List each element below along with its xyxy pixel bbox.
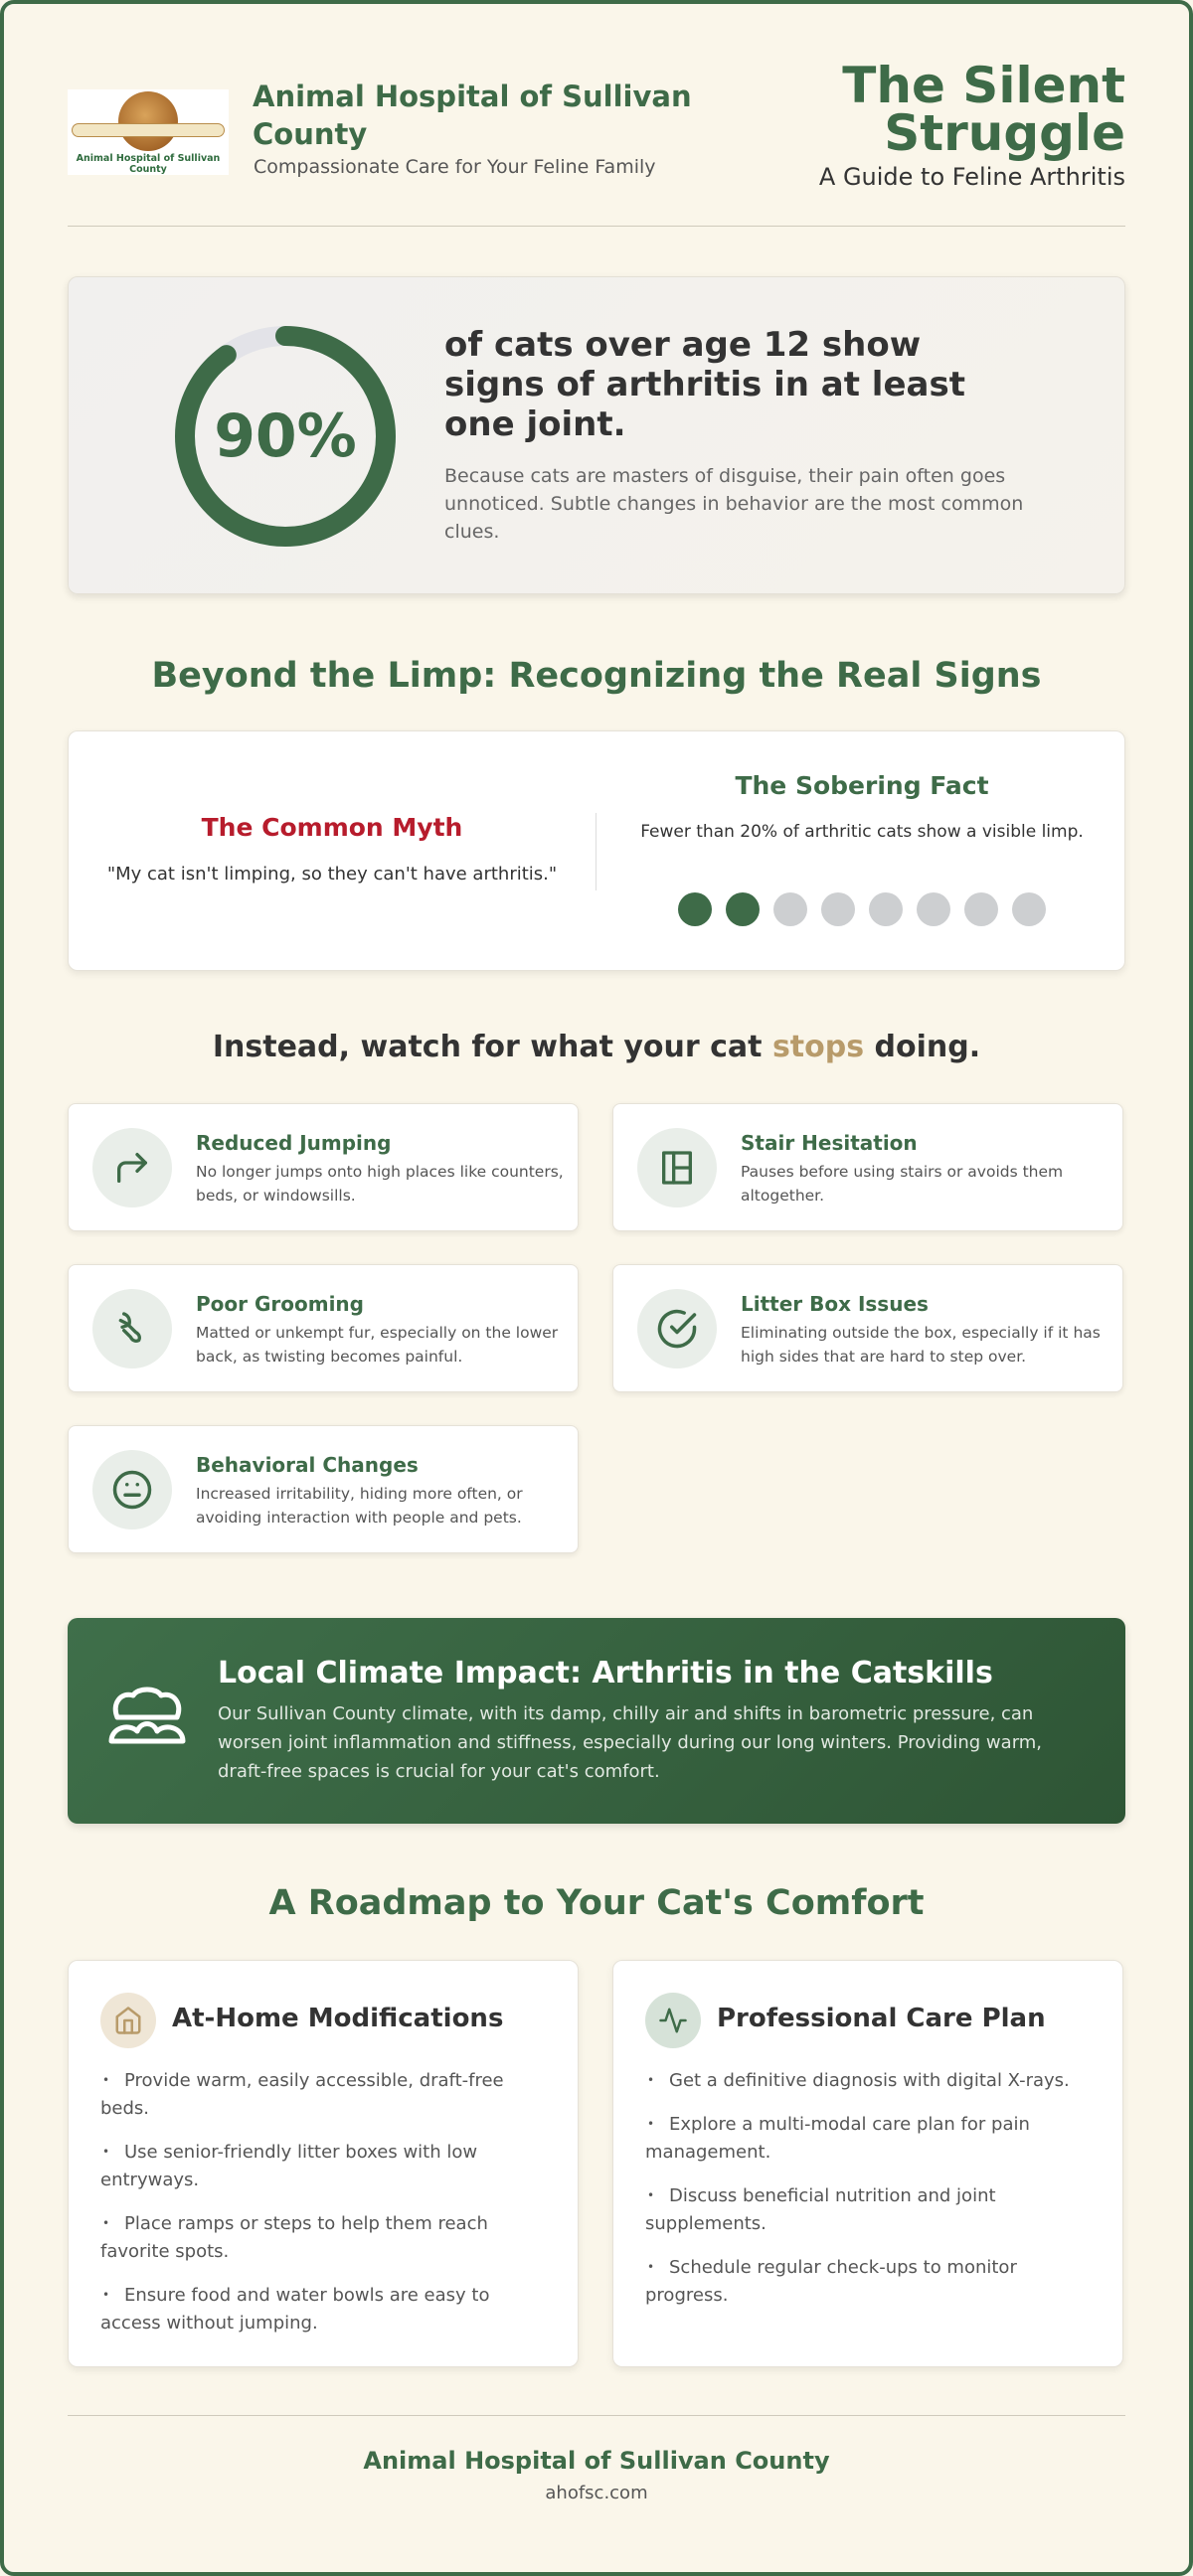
dot-empty: [917, 892, 950, 926]
pro-list: [645, 2066, 1099, 2325]
dot-empty: [1012, 892, 1046, 926]
list-item: • Explore a multi-modal care plan for pain management.: [645, 2114, 1030, 2163]
dot-filled: [678, 892, 712, 926]
feather-icon: [92, 1289, 172, 1368]
watch-highlight: stops: [771, 1030, 865, 1064]
list-item: • Ensure food and water bowls are easy to access without jumping.: [100, 2285, 490, 2334]
sign-card-reduced-jumping: [68, 1103, 579, 1231]
org-tagline: Compassionate Care for Your Feline Family: [254, 156, 656, 178]
sign-title: Behavioral Changes: [196, 1453, 419, 1477]
activity-icon: [645, 1993, 701, 2048]
myth-quote: "My cat isn't limping, so they can't have arthritis.": [106, 864, 558, 885]
sign-title: Stair Hesitation: [741, 1131, 918, 1155]
footer-divider: [68, 2415, 1125, 2416]
sign-description: Increased irritability, hiding more often, or avoiding interaction with people and pets.: [196, 1485, 523, 1527]
professional-care-card: [612, 1960, 1123, 2367]
watch-heading: [68, 1030, 1125, 1064]
stat-body: Because cats are masters of disguise, their pain often goes unnoticed. Subtle changes in behavior are the most common clues.: [444, 465, 1024, 543]
myth-column: [69, 731, 596, 972]
list-item: • Discuss beneficial nutrition and joint supplements.: [645, 2185, 996, 2234]
header: [68, 57, 1125, 201]
dot-empty: [821, 892, 855, 926]
check-circle-icon: [637, 1289, 717, 1368]
hospital-logo: [68, 89, 229, 175]
footer-org-name: Animal Hospital of Sullivan County: [363, 2447, 830, 2475]
list-item: • Schedule regular check-ups to monitor progress.: [645, 2257, 1017, 2306]
sign-title: Poor Grooming: [196, 1292, 364, 1316]
home-icon: [100, 1993, 156, 2048]
list-item: • Place ramps or steps to help them reach favorite spots.: [100, 2213, 488, 2262]
list-item: • Provide warm, easily accessible, draft-free beds.: [100, 2070, 504, 2119]
fact-text: Fewer than 20% of arthritic cats show a visible limp.: [640, 822, 1084, 842]
sign-description: Eliminating outside the box, especially if it has high sides that are hard to step over.: [741, 1324, 1101, 1366]
stat-card: [68, 276, 1125, 594]
home-list: [100, 2066, 554, 2352]
fact-title: The Sobering Fact: [735, 771, 989, 800]
page-subtitle: A Guide to Feline Arthritis: [818, 163, 1125, 191]
roadmap-title: A Roadmap to Your Cat's Comfort: [268, 1883, 925, 1923]
layout-icon: [637, 1128, 717, 1208]
dot-empty: [964, 892, 998, 926]
sign-description: Pauses before using stairs or avoids them altogether.: [741, 1163, 1064, 1205]
fact-dot-chart: [657, 892, 1067, 926]
sign-card-poor-grooming: [68, 1264, 579, 1392]
sign-card-litter-box: [612, 1264, 1123, 1392]
list-item: • Get a definitive diagnosis with digital X-rays.: [647, 2070, 1070, 2091]
home-card-title: At-Home Modifications: [172, 2004, 504, 2033]
dot-filled: [726, 892, 760, 926]
home-modifications-card: [68, 1960, 579, 2367]
list-item: • Use senior-friendly litter boxes with low entryways.: [100, 2142, 478, 2190]
logo-banner: [72, 123, 225, 137]
watch-suffix: doing.: [864, 1030, 981, 1064]
climate-banner: [68, 1618, 1125, 1824]
percent-value: 90%: [214, 402, 357, 471]
fact-column: [597, 731, 1124, 972]
dot-empty: [773, 892, 807, 926]
header-divider: [68, 226, 1125, 227]
dot-empty: [869, 892, 903, 926]
cloud-sofa-icon: [107, 1684, 187, 1753]
neutral-face-icon: [92, 1450, 172, 1530]
footer-website-link[interactable]: ahofsc.com: [545, 2483, 648, 2503]
myth-fact-card: [68, 730, 1125, 971]
org-name: Animal Hospital of Sullivan County: [253, 80, 692, 151]
pro-card-title: Professional Care Plan: [717, 2004, 1046, 2033]
stat-headline: of cats over age 12 show signs of arthritis in at least one joint.: [444, 325, 965, 444]
climate-text: Our Sullivan County climate, with its damp, chilly air and shifts in barometric pressure, can worsen joint inflammation and stiffness, especially during our long winters. Providing warm, draft-free spaces is crucial for your cat's comfort.: [218, 1703, 1043, 1782]
myth-title: The Common Myth: [201, 813, 463, 842]
logo-emblem: [118, 91, 178, 151]
sign-title: Reduced Jumping: [196, 1131, 392, 1155]
sign-description: Matted or unkempt fur, especially on the lower back, as twisting becomes painful.: [196, 1324, 559, 1366]
corner-up-right-icon: [92, 1128, 172, 1208]
sign-card-behavioral-changes: [68, 1425, 579, 1553]
sign-card-stair-hesitation: [612, 1103, 1123, 1231]
logo-text: Animal Hospital of Sullivan County: [76, 153, 221, 175]
signs-section-title: Beyond the Limp: Recognizing the Real Signs: [151, 656, 1042, 696]
sign-title: Litter Box Issues: [741, 1292, 929, 1316]
watch-prefix: Instead, watch for what your cat: [212, 1030, 772, 1064]
page-title: The Silent Struggle: [842, 57, 1125, 162]
sign-description: No longer jumps onto high places like counters, beds, or windowsills.: [196, 1163, 564, 1205]
climate-title: Local Climate Impact: Arthritis in the Catskills: [218, 1656, 993, 1690]
